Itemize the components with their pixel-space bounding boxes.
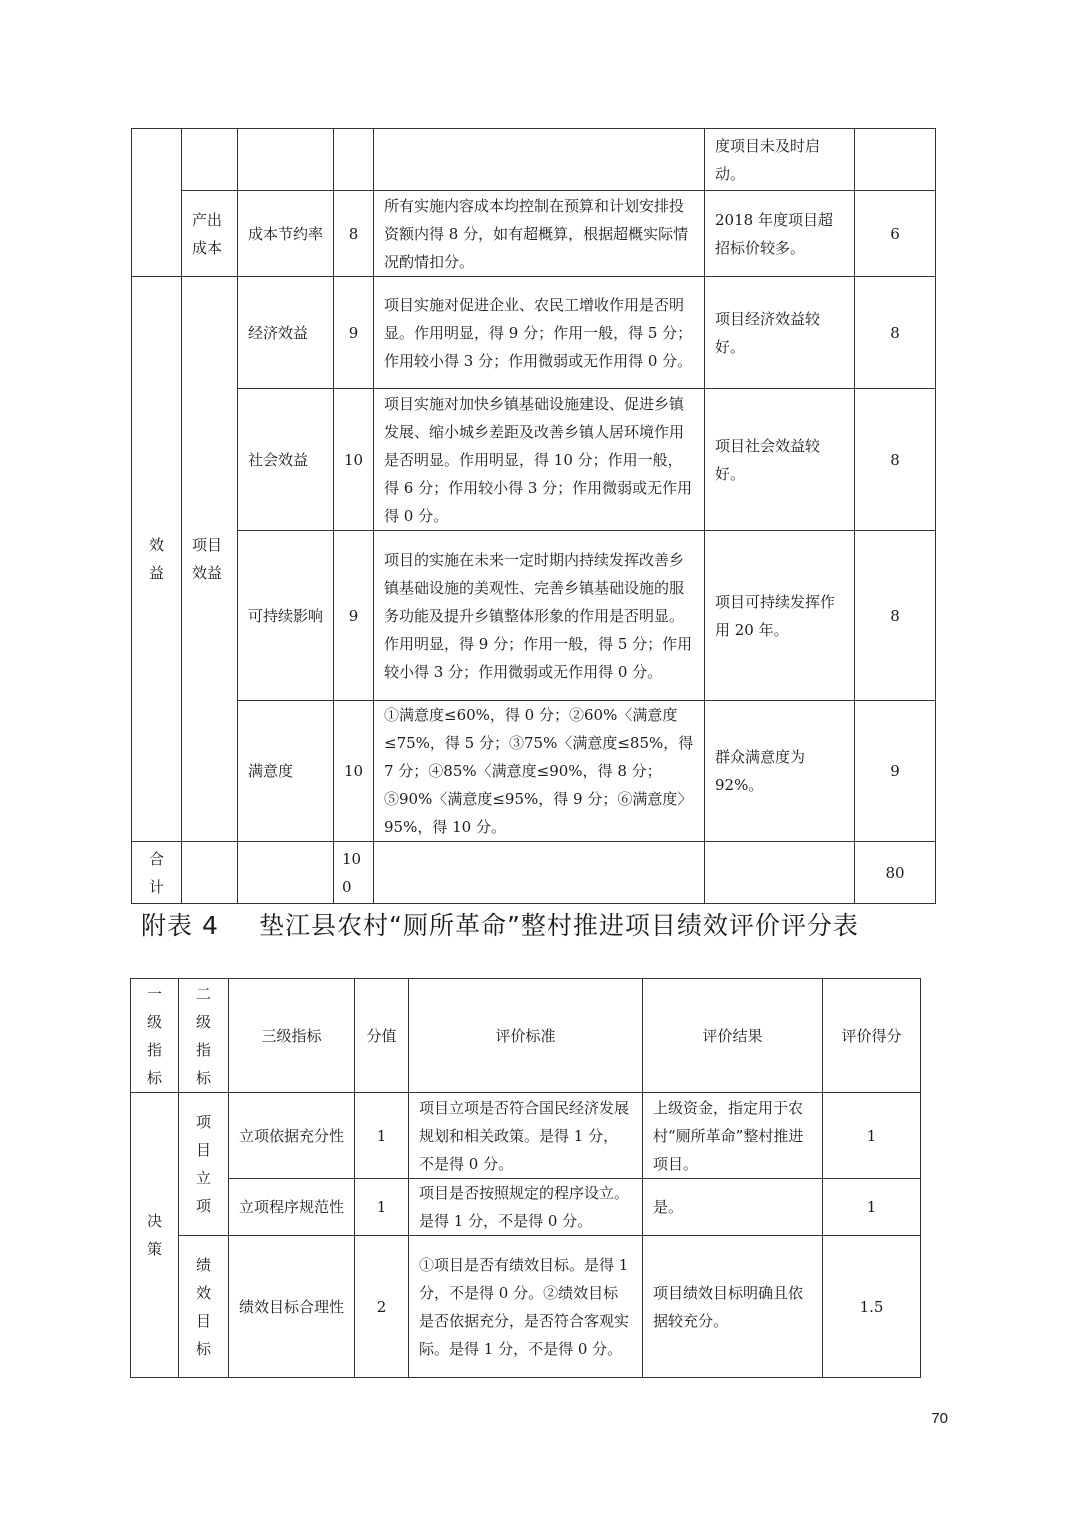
table-row [132, 701, 936, 842]
table-cell: 8 [855, 277, 936, 389]
appendix-title: 垫江县农村“厕所革命”整村推进项目绩效评价评分表 [259, 911, 859, 940]
table-cell: 1.5 [823, 1236, 921, 1378]
table-cell: 合计 [132, 842, 182, 904]
page-number: 70 [931, 1410, 948, 1427]
table-row [132, 389, 936, 531]
evaluation-score-table [130, 978, 921, 1378]
table-title [141, 906, 859, 942]
table-cell: 群众满意度为 92%。 [705, 701, 855, 842]
table-cell: ①满意度≤60%，得 0 分；②60%〈满意度≤75%，得 5 分；③75%〈满意度≤85%，得 7 分；④85%〈满意度≤90%，得 8 分；⑤90%〈满意度≤95%，得 9 分；⑥满意度〉95%，得 10 分。 [374, 701, 705, 842]
table-cell: 1 [823, 1179, 921, 1236]
header-cell: 分值 [355, 979, 409, 1093]
table-cell: 2 [355, 1236, 409, 1378]
table-cell: 效益 [132, 277, 182, 842]
table-cell: 社会效益 [238, 389, 334, 531]
table-cell [374, 842, 705, 904]
table-cell: 所有实施内容成本均控制在预算和计划安排投资额内得 8 分，如有超概算，根据超概实际情况酌情扣分。 [374, 191, 705, 277]
table-cell: 项目社会效益较好。 [705, 389, 855, 531]
table-cell [182, 842, 238, 904]
table-cell: 立项程序规范性 [229, 1179, 355, 1236]
table-cell: 100 [334, 842, 374, 904]
table-row [132, 191, 936, 277]
table-cell: 绩效目标合理性 [229, 1236, 355, 1378]
table-cell: 10 [334, 389, 374, 531]
table-cell: 1 [355, 1093, 409, 1179]
table-cell [238, 842, 334, 904]
table-cell: 上级资金，指定用于农村“厕所革命”整村推进项目。 [643, 1093, 823, 1179]
table-cell: ①项目是否有绩效目标。是得 1 分，不是得 0 分。②绩效目标是否依据充分，是否符合客观实际。是得 1 分，不是得 0 分。 [409, 1236, 643, 1378]
header-cell: 一级指标 [131, 979, 179, 1093]
table-cell: 项目是否按照规定的程序设立。是得 1 分，不是得 0 分。 [409, 1179, 643, 1236]
table-cell: 产出成本 [182, 191, 238, 277]
table-cell: 项目绩效目标明确且依据较充分。 [643, 1236, 823, 1378]
table-cell: 8 [855, 531, 936, 701]
table-cell: 9 [334, 531, 374, 701]
table-cell: 项目效益 [182, 277, 238, 842]
header-cell: 评价得分 [823, 979, 921, 1093]
appendix-label: 附表 4 [141, 911, 219, 940]
table-cell [705, 842, 855, 904]
header-cell: 评价标准 [409, 979, 643, 1093]
table-cell [334, 129, 374, 191]
table-cell: 1 [823, 1093, 921, 1179]
evaluation-table-continued [131, 128, 936, 904]
table-cell: 80 [855, 842, 936, 904]
table-cell: 8 [334, 191, 374, 277]
table-cell: 项目经济效益较好。 [705, 277, 855, 389]
table-cell [182, 129, 238, 191]
header-cell: 二级指标 [179, 979, 229, 1093]
table-cell: 项目立项是否符合国民经济发展规划和相关政策。是得 1 分，不是得 0 分。 [409, 1093, 643, 1179]
table-row [131, 1179, 921, 1236]
table-cell [855, 129, 936, 191]
table-cell: 项目的实施在未来一定时期内持续发挥改善乡镇基础设施的美观性、完善乡镇基础设施的服务功能及提升乡镇整体形象的作用是否明显。作用明显，得 9 分；作用一般，得 5 分；作用较小得 3 分；作用微弱或无作用得 0 分。 [374, 531, 705, 701]
table-cell: 1 [355, 1179, 409, 1236]
table-cell: 满意度 [238, 701, 334, 842]
table-row [131, 1093, 921, 1179]
table-cell: 项目实施对加快乡镇基础设施建设、促进乡镇发展、缩小城乡差距及改善乡镇人居环境作用是否明显。作用明显，得 10 分；作用一般，得 6 分；作用较小得 3 分；作用微弱或无作用得 0 分。 [374, 389, 705, 531]
header-cell: 三级指标 [229, 979, 355, 1093]
table-cell: 可持续影响 [238, 531, 334, 701]
table-cell: 9 [855, 701, 936, 842]
table-cell: 成本节约率 [238, 191, 334, 277]
table-cell: 绩效目标 [179, 1236, 229, 1378]
table-cell [238, 129, 334, 191]
table-cell: 项目立项 [179, 1093, 229, 1236]
table-cell: 项目可持续发挥作用 20 年。 [705, 531, 855, 701]
table-cell: 立项依据充分性 [229, 1093, 355, 1179]
table-cell: 项目实施对促进企业、农民工增收作用是否明显。作用明显，得 9 分；作用一般，得 5 分；作用较小得 3 分；作用微弱或无作用得 0 分。 [374, 277, 705, 389]
table-cell: 经济效益 [238, 277, 334, 389]
table-cell: 10 [334, 701, 374, 842]
table-cell: 度项目未及时启动。 [705, 129, 855, 191]
table-row [132, 842, 936, 904]
table-cell: 9 [334, 277, 374, 389]
header-cell: 评价结果 [643, 979, 823, 1093]
table-cell: 6 [855, 191, 936, 277]
table-cell: 8 [855, 389, 936, 531]
table-row [132, 531, 936, 701]
table-cell: 决策 [131, 1093, 179, 1378]
table-cell [132, 129, 182, 277]
table-row [131, 1236, 921, 1378]
table-cell: 是。 [643, 1179, 823, 1236]
table-cell [374, 129, 705, 191]
table-row [132, 129, 936, 191]
table-row [132, 277, 936, 389]
table-header-row [131, 979, 921, 1093]
table-cell: 2018 年度项目超招标价较多。 [705, 191, 855, 277]
